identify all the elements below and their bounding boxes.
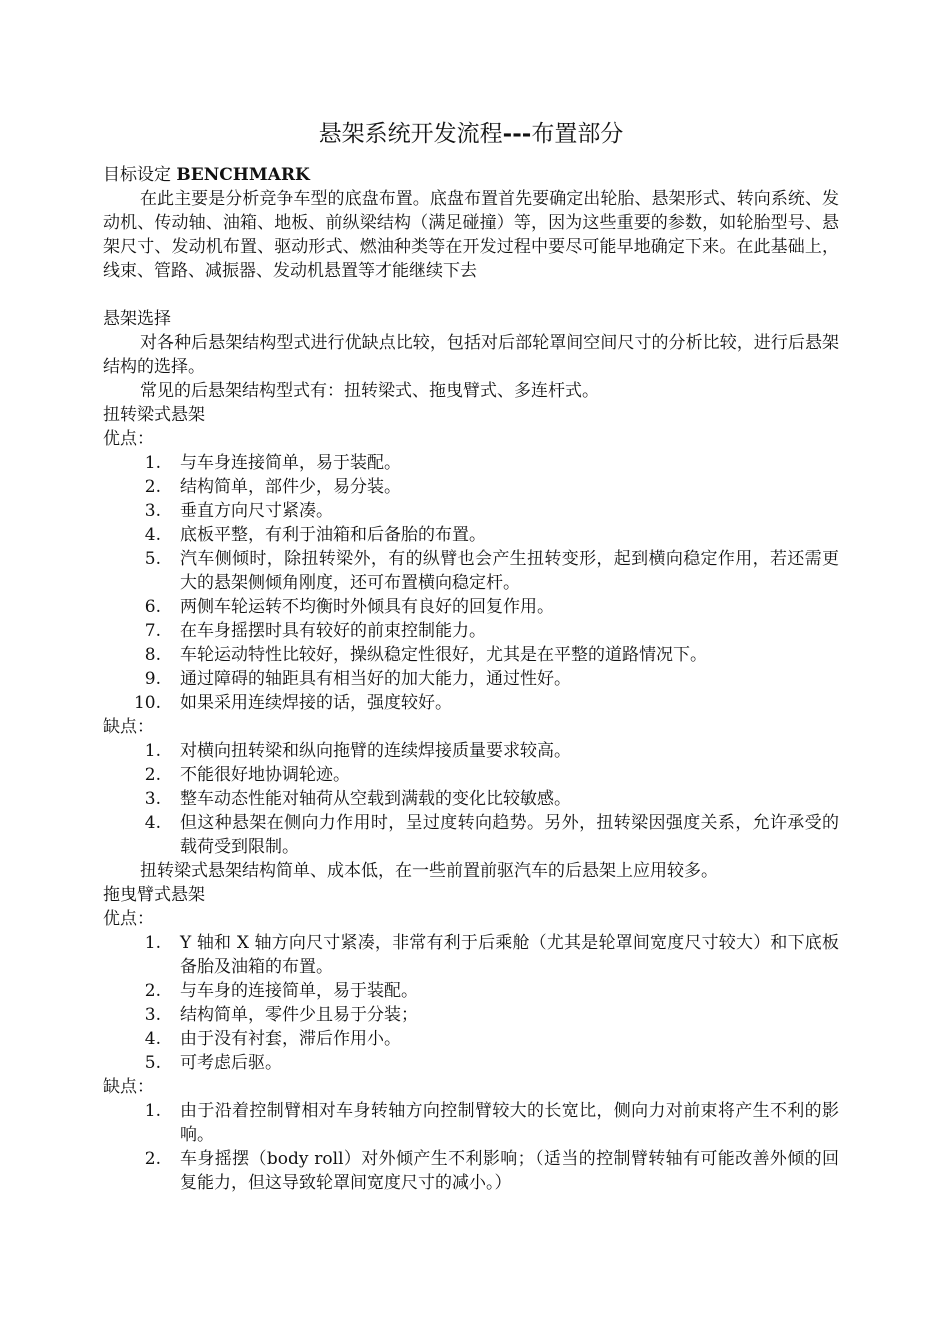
spacer — [103, 283, 839, 307]
list-item — [103, 619, 839, 643]
list-text: 但这种悬架在侧向力作用时，呈过度转向趋势。另外，扭转梁因强度关系，允许承受的载荷受到限制。 — [180, 813, 839, 857]
list-number: 3. — [144, 501, 161, 521]
torsion-beam-disadvantages-label: 缺点： — [103, 717, 154, 737]
benchmark-heading-en: BENCHMARK — [176, 165, 310, 185]
list-number: 2. — [144, 1149, 161, 1169]
suspension-types-paragraph: 常见的后悬架结构型式有：扭转梁式、拖曳臂式、多连杆式。 — [140, 381, 599, 401]
list-text: 车轮运动特性比较好，操纵稳定性很好，尤其是在平整的道路情况下。 — [180, 645, 707, 665]
torsion-beam-summary: 扭转梁式悬架结构简单、成本低，在一些前置前驱汽车的后悬架上应用较多。 — [140, 861, 718, 881]
list-item — [103, 547, 839, 595]
list-number: 1. — [144, 1101, 161, 1121]
list-text: 通过障碍的轴距具有相当好的加大能力，通过性好。 — [180, 669, 571, 689]
torsion-beam-heading: 扭转梁式悬架 — [103, 405, 205, 425]
list-text: 底板平整，有利于油箱和后备胎的布置。 — [180, 525, 486, 545]
list-text: 与车身的连接简单，易于装配。 — [180, 981, 418, 1001]
list-item — [103, 451, 839, 475]
list-item — [103, 691, 839, 715]
suspension-select-paragraph: 对各种后悬架结构型式进行优缺点比较，包括对后部轮罩间空间尺寸的分析比较，进行后悬架结构的选择。 — [103, 333, 839, 377]
torsion-beam-disadvantages-list — [103, 739, 839, 859]
list-number: 2. — [144, 981, 161, 1001]
list-item — [103, 1003, 839, 1027]
list-item — [103, 595, 839, 619]
list-text: 车身摇摆（body roll）对外倾产生不利影响；（适当的控制臂转轴有可能改善外倾的回复能力，但这导致轮罩间宽度尺寸的减小。） — [180, 1149, 839, 1193]
document-body — [103, 117, 839, 1195]
list-item — [103, 643, 839, 667]
list-number: 10. — [133, 693, 161, 713]
list-item — [103, 499, 839, 523]
list-item — [103, 811, 839, 859]
list-text: 垂直方向尺寸紧凑。 — [180, 501, 333, 521]
trailing-arm-disadvantages-label: 缺点： — [103, 1077, 154, 1097]
list-number: 4. — [144, 525, 161, 545]
trailing-arm-heading: 拖曳臂式悬架 — [103, 885, 205, 905]
benchmark-heading-cn: 目标设定 — [103, 165, 177, 185]
list-item — [103, 475, 839, 499]
list-item — [103, 523, 839, 547]
list-text: Y 轴和 X 轴方向尺寸紧凑，非常有利于后乘舱（尤其是轮罩间宽度尺寸较大）和下底板备胎及油箱的布置。 — [180, 933, 839, 977]
list-number: 4. — [144, 1029, 161, 1049]
list-text: 如果采用连续焊接的话，强度较好。 — [180, 693, 452, 713]
list-text: 可考虑后驱。 — [180, 1053, 282, 1073]
list-number: 2. — [144, 477, 161, 497]
section-heading-benchmark — [103, 163, 839, 187]
title-text: 悬架系统开发流程 — [318, 121, 503, 147]
list-number: 2. — [144, 765, 161, 785]
list-number: 3. — [144, 1005, 161, 1025]
list-text: 结构简单，零件少且易于分装； — [180, 1005, 418, 1025]
list-text: 在车身摇摆时具有较好的前束控制能力。 — [180, 621, 486, 641]
list-number: 1. — [144, 933, 161, 953]
list-number: 4. — [144, 813, 161, 833]
list-number: 1. — [144, 741, 161, 761]
title-tail: 布置部分 — [531, 121, 624, 147]
list-text: 由于沿着控制臂相对车身转轴方向控制臂较大的长宽比，侧向力对前束将产生不利的影响。 — [180, 1101, 839, 1145]
trailing-arm-disadvantages-list — [103, 1099, 839, 1195]
list-item — [103, 667, 839, 691]
list-item — [103, 787, 839, 811]
benchmark-paragraph: 在此主要是分析竞争车型的底盘布置。底盘布置首先要确定出轮胎、悬架形式、转向系统、发动机、传动轴、油箱、地板、前纵梁结构（满足碰撞）等，因为这些重要的参数，如轮胎型号、悬架尺寸、发动机布置、驱动形式、燃油种类等在开发过程中要尽可能早地确定下来。在此基础上，线束、管路、减振器、发动机悬置等才能继续下去 — [103, 189, 839, 281]
title-dashes: --- — [502, 120, 532, 147]
list-item — [103, 931, 839, 979]
trailing-arm-advantages-label: 优点： — [103, 909, 154, 929]
section-heading-suspension-select: 悬架选择 — [103, 309, 171, 329]
list-number: 3. — [144, 789, 161, 809]
list-text: 结构简单，部件少，易分装。 — [180, 477, 401, 497]
list-number: 7. — [144, 621, 161, 641]
list-number: 8. — [144, 645, 161, 665]
torsion-beam-advantages-list — [103, 451, 839, 715]
list-number: 5. — [144, 549, 161, 569]
list-number: 1. — [144, 453, 161, 473]
list-item — [103, 1147, 839, 1195]
list-number: 5. — [144, 1053, 161, 1073]
trailing-arm-advantages-list — [103, 931, 839, 1075]
list-text: 整车动态性能对轴荷从空载到满载的变化比较敏感。 — [180, 789, 571, 809]
list-item — [103, 1027, 839, 1051]
list-item — [103, 1051, 839, 1075]
list-text: 由于没有衬套，滞后作用小。 — [180, 1029, 401, 1049]
list-text: 汽车侧倾时，除扭转梁外，有的纵臂也会产生扭转变形，起到横向稳定作用，若还需更大的悬架侧倾角刚度，还可布置横向稳定杆。 — [180, 549, 839, 593]
list-text: 对横向扭转梁和纵向拖臂的连续焊接质量要求较高。 — [180, 741, 571, 761]
list-text: 两侧车轮运转不均衡时外倾具有良好的回复作用。 — [180, 597, 554, 617]
document-title — [103, 117, 839, 151]
list-number: 9. — [144, 669, 161, 689]
torsion-beam-advantages-label: 优点： — [103, 429, 154, 449]
list-item — [103, 763, 839, 787]
list-item — [103, 979, 839, 1003]
list-item — [103, 739, 839, 763]
list-item — [103, 1099, 839, 1147]
list-number: 6. — [144, 597, 161, 617]
list-text: 不能很好地协调轮迹。 — [180, 765, 350, 785]
list-text: 与车身连接简单，易于装配。 — [180, 453, 401, 473]
